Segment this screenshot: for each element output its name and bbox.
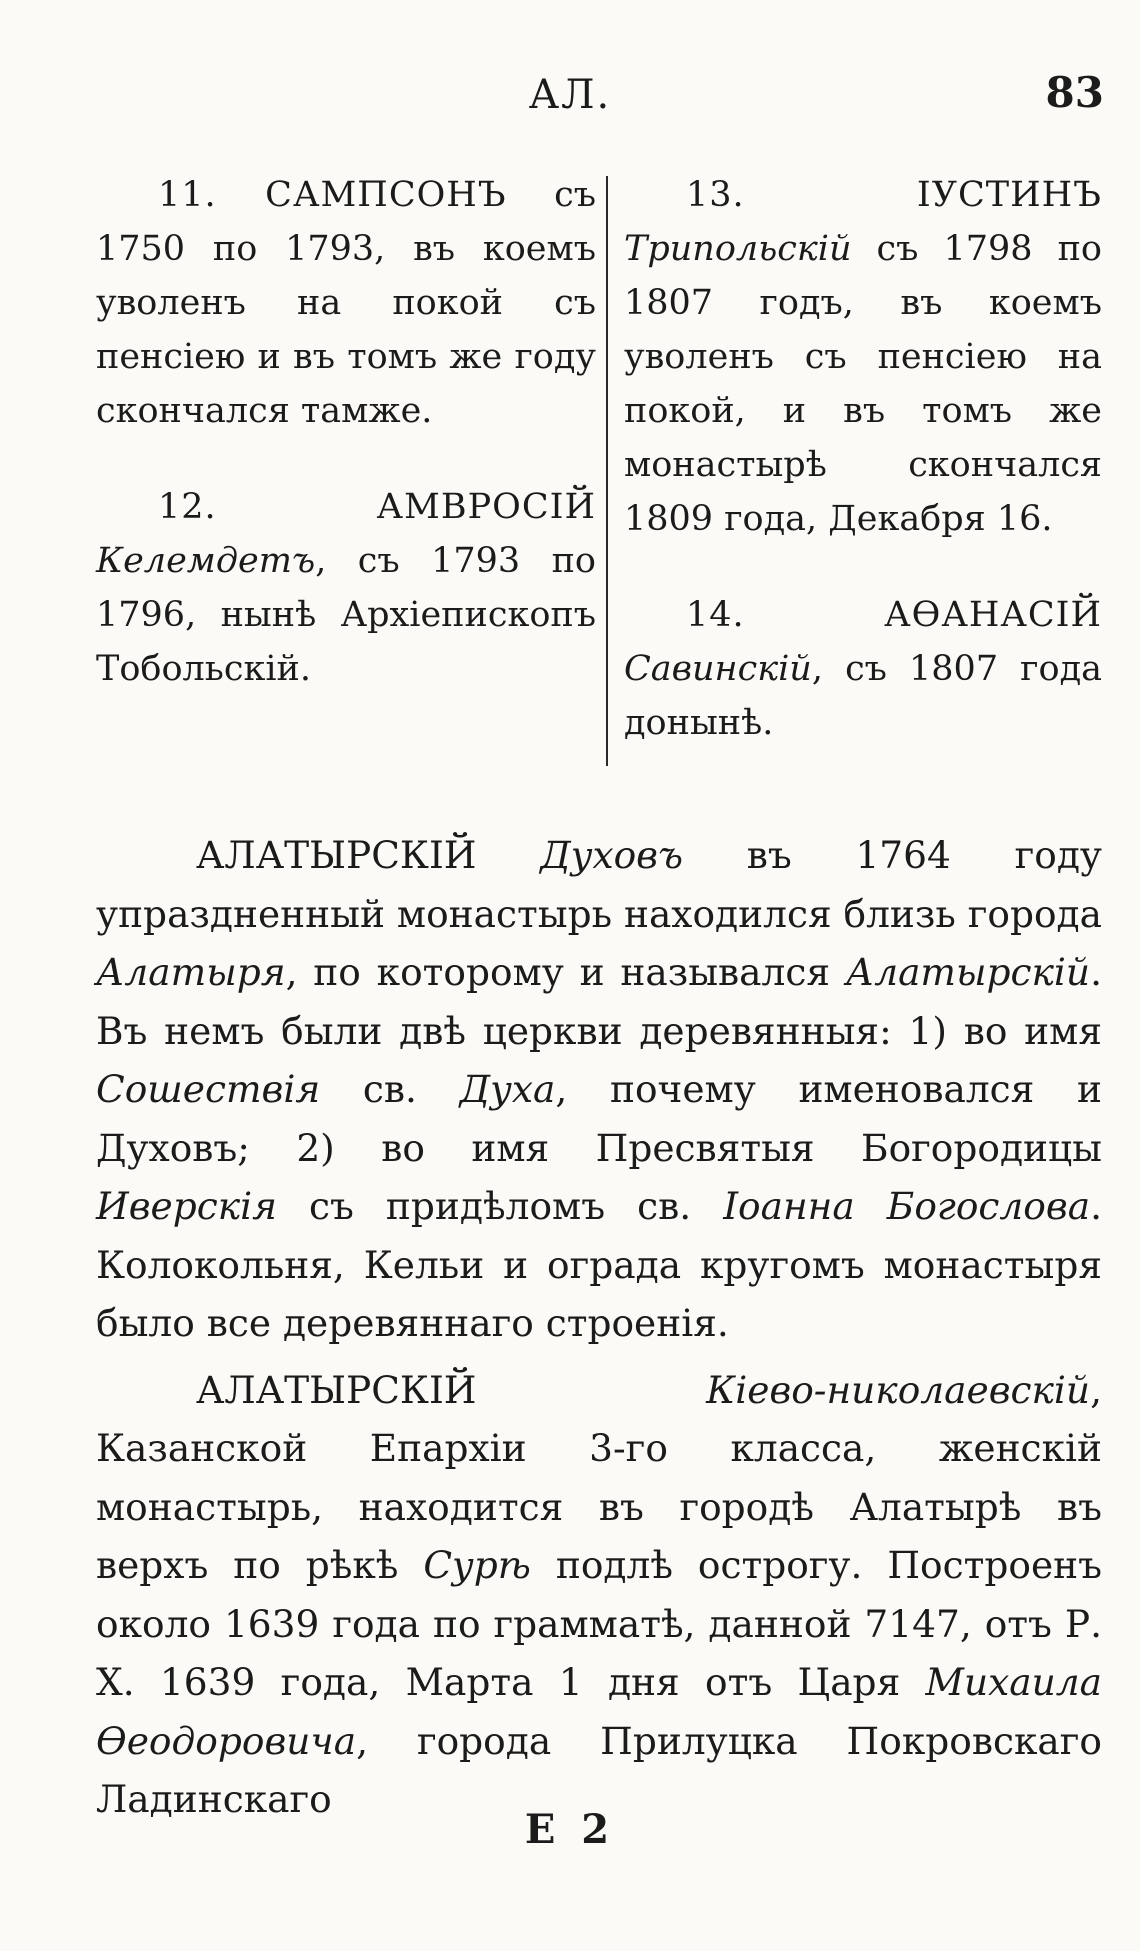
two-column-list [96,168,1102,768]
text-run: св. [320,1067,460,1111]
entry-name: 12. АМВРОСІЙ [158,487,596,527]
text-run: , по которому и назывался [285,950,846,994]
list-entry [96,168,596,438]
text-run: АЛАТЫРСКІЙ [196,1367,707,1412]
page-number: 83 [1045,68,1104,117]
list-entry [624,168,1102,546]
left-column [96,168,596,696]
column-divider [606,176,608,766]
italic-run: Сурѣ [423,1543,531,1587]
text-run: . Колокольня, Кельи и ограда кругомъ монастыря было все деревяннаго строенія. [96,1184,1102,1345]
text-run: въ 1764 году упраздненный монастырь находился близь города [96,833,1102,936]
entry-epithet: Келемдетъ [96,541,316,581]
entry-name: 11. САМПСОНЪ [158,175,507,215]
italic-run: Алатырскій [845,950,1091,994]
entry-text: съ 1798 по 1807 годъ, въ коемъ уволенъ съ пенсіею на покой, и въ томъ же монастырѣ скончался 1809 года, Декабря 16. [624,229,1102,539]
italic-run: Іоанна Богослова [723,1184,1091,1228]
text-run: АЛАТЫРСКІЙ [196,833,541,877]
text-run: , Казанской Епархіи 3-го класса, женскій монастырь, находится въ городѣ Алатырѣ въ верхъ по рѣкѣ [96,1367,1102,1587]
entry-epithet: Савинскій [624,649,812,689]
main-text [96,826,1102,1837]
list-entry [96,480,596,696]
signature-mark: Е 2 [524,1806,616,1853]
entry-name: 14. АѲАНАСІЙ [686,595,1102,635]
entry-name: 13. ІУСТИНЪ [686,175,1102,215]
entry-text: , съ 1793 по 1796, нынѣ Архіепископъ Тобольскій. [96,541,596,689]
text-run: , города Прилуцка Покровскаго Ладинскаго [96,1718,1102,1821]
entry-text: , съ 1807 года донынѣ. [624,649,1102,743]
paragraph-alatyr-kievo-nikolaevsky [96,1361,1102,1829]
italic-run: Михаила Ѳеодоровича [96,1660,1102,1763]
text-run: . Въ немъ были двѣ церкви деревянныя: 1) во имя [96,950,1102,1053]
entry-epithet: Трипольскій [624,229,852,269]
page-header [0,68,1140,128]
italic-run: Духа [459,1067,556,1111]
entry-text: съ 1750 по 1793, въ коемъ уволенъ на покой съ пенсіею и въ томъ же году скончался тамже. [96,175,597,431]
text-run: , почему именовался и Духовъ; 2) во имя Пресвятыя Богородицы [96,1067,1102,1170]
list-entry [624,588,1102,750]
paragraph-alatyr-dukhov [96,826,1102,1353]
italic-run: Иверскія [96,1184,277,1228]
italic-run: Духовъ [540,833,683,877]
italic-run: Алатыря [96,950,286,994]
right-column [624,168,1102,750]
italic-run: Сошествія [96,1067,321,1111]
text-run: подлѣ острогу. Построенъ около 1639 года по грамматѣ, данной 7147, отъ Р. Х. 1639 года, Марта 1 дня отъ Царя [96,1543,1102,1704]
italic-run: Кіево-николаевскій [706,1367,1091,1412]
text-run: съ придѣломъ св. [276,1184,724,1228]
running-head: АЛ. [528,72,612,118]
